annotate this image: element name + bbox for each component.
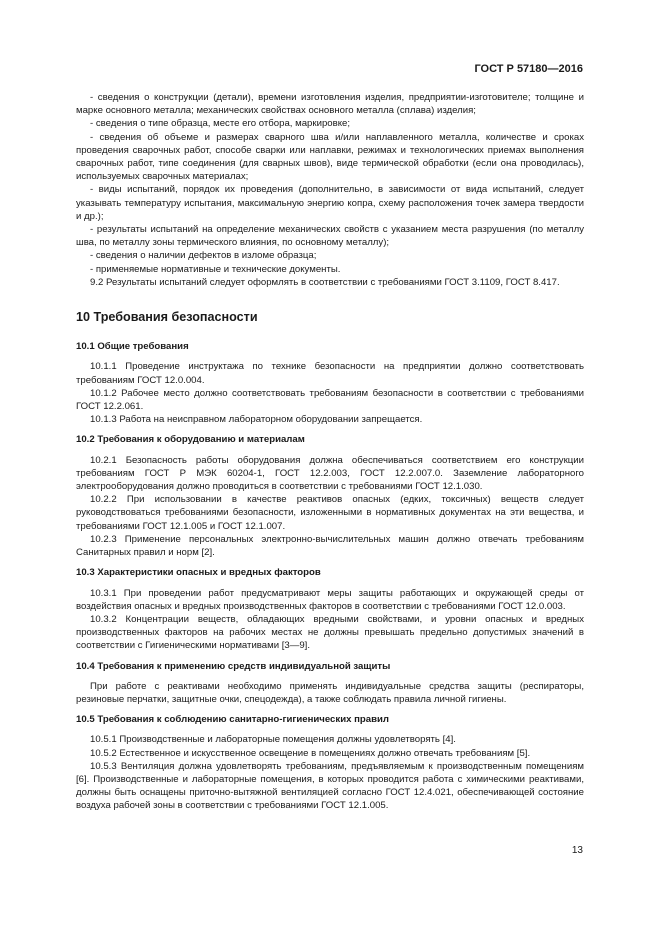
subsection-title-10-3: 10.3 Характеристики опасных и вредных факторов [76,567,321,579]
clause-9-2: 9.2 Результаты испытаний следует оформлять в соответствии с требованиями ГОСТ 3.1109, ГОСТ 8.417. [90,276,560,288]
clause-10-3-1: 10.3.1 При проведении работ предусматривают меры защиты работающих и окружающей среды от воздействия опасных и вредных производственных факторов в соответствии с требованиями ГОСТ 12.0.003. [76,587,584,612]
subsection-title-10-4: 10.4 Требования к применению средств индивидуальной защиты [76,660,391,672]
standard-header: ГОСТ Р 57180—2016 [474,63,583,75]
list-item-test-results: - результаты испытаний на определение механических свойств с указанием места разрушения (по металлу шва, по металлу зоны термического влияния, по основному металлу); [76,224,584,249]
page-number: 13 [571,845,583,856]
list-item-weld-volume: - сведения об объеме и размерах сварного шва и/или наплавленного металла, количестве и сроках проведения сварочных работ, способе сварки или наплавки, режимах и технологических приемах выполнения сварочных работ, типе соединения (для сварных швов), виде термической обработки (если она проводилась), используемых сварочных материалах; [76,131,584,183]
clause-10-5-2: 10.5.2 Естественное и искусственное освещение в помещениях должно отвечать требованиям [5]. [90,747,531,759]
subsection-title-10-5: 10.5 Требования к соблюдению санитарно-гигиенических правил [76,714,389,726]
clause-10-1-1: 10.1.1 Проведение инструктажа по технике безопасности на предприятии должно соответствовать требованиям ГОСТ 12.0.004. [76,361,584,386]
clause-10-2-3: 10.2.3 Применение персональных электронно-вычислительных машин должно отвечать требованиям Санитарных правил и норм [2]. [76,533,584,559]
clause-10-2-1: 10.2.1 Безопасность работы оборудования должна обеспечиваться соответствием его конструкции требованиям ГОСТ Р МЭК 60204-1, ГОСТ 12.2.003, ГОСТ 12.2.007.0. Заземление лабораторного электрооборудования должно проводиться в соответствии с требованиями ГОСТ 12.1.030. [76,454,584,493]
clause-10-1-2: 10.1.2 Рабочее место должно соответствовать требованиям безопасности в соответствии с требованиями ГОСТ 12.2.061. [76,387,584,413]
list-item-construction-info: - сведения о конструкции (детали), времени изготовления изделия, предприятии-изготовителе; толщине и марке основного металла; механических свойствах основного металла (сплава) изделия; [76,92,584,117]
list-item-test-types: - виды испытаний, порядок их проведения (дополнительно, в зависимости от вида испытаний, следует указывать температуру испытания, максимальную энергию копра, схему расположения точек замера твердости и др.); [76,184,584,222]
clause-10-5-1: 10.5.1 Производственные и лабораторные помещения должны удовлетворять [4]. [90,734,456,746]
list-item-sample-type: - сведения о типе образца, месте его отбора, маркировке; [90,118,351,130]
subsection-title-10-2: 10.2 Требования к оборудованию и материалам [76,434,305,446]
clause-10-3-2: 10.3.2 Концентрации веществ, обладающих вредными свойствами, и уровни опасных и вредных производственных факторов на рабочих местах не должны превышать предельно допустимых значений в соответствии с Гигиеническими нормативами [3—9]. [76,613,584,652]
clause-10-5-3: 10.5.3 Вентиляция должна удовлетворять требованиям, предъявляемым к производственным помещениям [6]. Производственные и лабораторные помещения, в которых проводится работа с химическими реактивами, должны быть оснащены приточно-вытяжной вентиляцией согласно ГОСТ 12.4.021, обеспечивающей состояние воздуха рабочей зоны в соответствии с требованиями ГОСТ 12.1.005. [76,760,584,812]
clause-10-1-3: 10.1.3 Работа на неисправном лабораторном оборудовании запрещается. [90,414,423,426]
clause-10-4-text: При работе с реактивами необходимо применять индивидуальные средства защиты (респираторы, резиновые перчатки, защитные очки, спецодежда), а также соблюдать правила личной гигиены. [76,680,584,705]
document-body [76,91,584,813]
clause-10-2-2: 10.2.2 При использовании в качестве реактивов опасных (едких, токсичных) веществ следует руководствоваться требованиями безопасности, изложенными в нормативных документах на эти вещества, и требованиями ГОСТ 12.1.005 и ГОСТ 12.1.007. [76,494,584,532]
list-item-documents: - применяемые нормативные и технические документы. [90,263,341,275]
section-title-safety: 10 Требования безопасности [76,310,258,325]
list-item-defects: - сведения о наличии дефектов в изломе образца; [90,250,317,262]
subsection-title-10-1: 10.1 Общие требования [76,341,189,353]
